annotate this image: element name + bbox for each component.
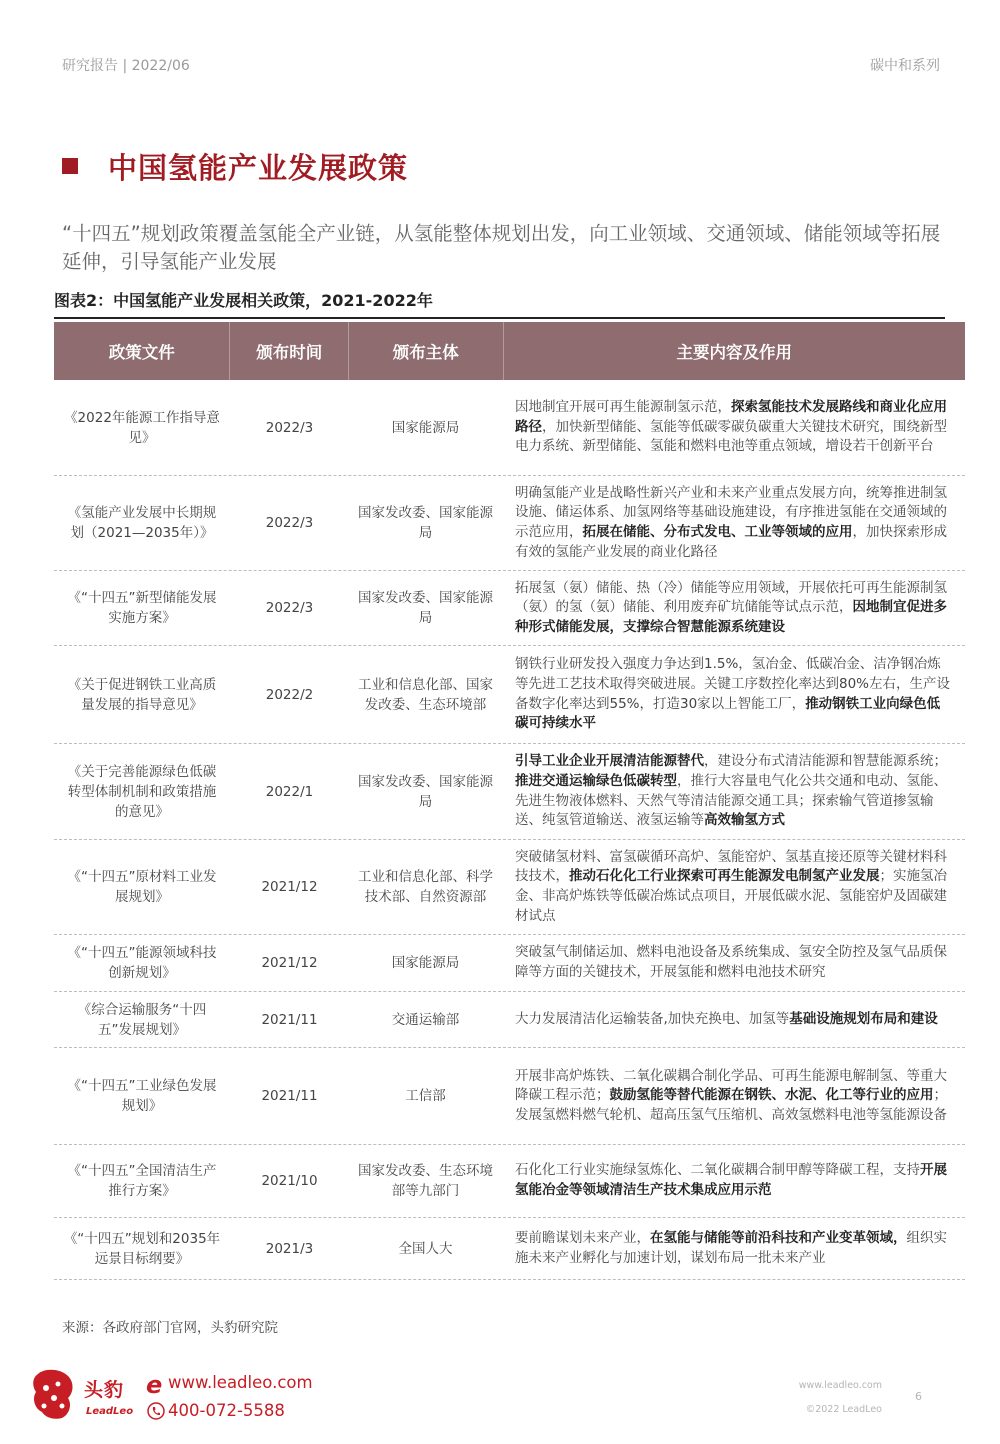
content-segment: 要前瞻谋划未来产业， <box>515 1229 650 1246</box>
phone-icon <box>147 1402 165 1420</box>
issue-date-cell: 2021/3 <box>230 1218 348 1279</box>
header-issue-date: 颁布时间 <box>229 322 348 380</box>
table-row <box>54 646 965 744</box>
issuer-cell: 交通运输部 <box>348 992 502 1047</box>
policy-doc-cell: 《氢能产业发展中长期规划（2021—2035年）》 <box>67 505 217 541</box>
main-content-text <box>515 943 953 982</box>
issuer-cell: 工业和信息化部、科学技术部、自然资源部 <box>348 840 502 934</box>
issue-date-cell: 2022/3 <box>230 571 348 645</box>
content-segment: ，建设分布式清洁能源和智慧能源系统； <box>704 753 947 770</box>
content-segment: 石化化工行业实施绿氢炼化、二氧化碳耦合制甲醇等降碳工程，支持 <box>515 1162 920 1179</box>
content-segment: ；发展氢燃料燃气轮机、超高压氢气压缩机、高效氢燃料电池等氢能源设备 <box>515 1087 947 1123</box>
content-segment: 组织实施未来产业孵化与加速计划，谋划布局一批未来产业 <box>515 1229 947 1266</box>
policy-doc-cell: 《“十四五”原材料工业发展规划》 <box>67 869 217 905</box>
content-highlight: 推动石化化工行业探索可再生能源发电制氢产业发展 <box>569 868 880 885</box>
content-segment: 明确氢能产业是战略性新兴产业和未来产业重点发展方向，统筹推进制氢设施、储运体系、加氢网络等基础设施建设，有序推进氢能在交通领域的示范应用， <box>515 484 947 540</box>
content-segment: 开展非高炉炼铁、二氧化碳耦合制化学品、可再生能源电解制氢、等重大降碳工程示范； <box>515 1067 947 1104</box>
content-highlight: 推进交通运输绿色低碳转型 <box>515 772 677 789</box>
policy-doc-cell: 《“十四五”规划和2035年远景目标纲要》 <box>63 1230 221 1267</box>
section-subtitle: “十四五”规划政策覆盖氢能全产业链，从氢能整体规划出发，向工业领域、交通领域、储能领域等拓展延伸，引导氢能产业发展 <box>62 222 941 273</box>
main-content-text <box>515 1010 938 1030</box>
issue-date-cell: 2021/12 <box>230 840 348 934</box>
issuer-cell: 国家发改委、国家能源局 <box>348 571 502 645</box>
policy-doc-cell: 《关于完善能源绿色低碳转型体制机制和政策措施的意见》 <box>67 763 217 820</box>
table-row <box>54 571 965 646</box>
header-issuer: 颁布主体 <box>348 322 503 380</box>
main-content-text <box>515 655 953 733</box>
content-highlight: 开展氢能冶金等领域清洁生产技术集成应用示范 <box>515 1162 947 1198</box>
issuer-cell: 全国人大 <box>348 1218 502 1279</box>
figure-title: 图表2：中国氢能产业发展相关政策，2021-2022年 <box>54 291 433 310</box>
source-note: 来源：各政府部门官网，头豹研究院 <box>62 1320 278 1336</box>
content-segment: 大力发展清洁化运输装备,加快充换电、加氢等 <box>515 1010 790 1027</box>
policy-doc-cell: 《“十四五”能源领域科技创新规划》 <box>67 945 217 981</box>
main-content-text <box>515 1067 953 1126</box>
content-segment: 突破储氢材料、富氢碳循环高炉、氢能窑炉、氢基直接还原等关键材料科技技术， <box>515 848 947 885</box>
content-segment: ，推行大容量电气化公共交通和电动、氢能、先进生物液体燃料、天然气等清洁能源交通工具；探索输气管道掺氢输送、纯氢管道输送、液氢运输等 <box>515 772 947 829</box>
content-highlight: 基础设施规划布局和建设 <box>789 1010 938 1027</box>
main-content-cell <box>502 744 965 839</box>
issue-date-cell: 2022/2 <box>230 646 348 743</box>
content-segment: ；实施氢冶金、非高炉炼铁等低碳冶炼试点项目，开展低碳水泥、氢能窑炉及固碳建材试点 <box>515 868 947 924</box>
table-row <box>54 380 965 476</box>
content-highlight: 推动钢铁工业向绿色低碳可持续水平 <box>515 695 941 732</box>
issue-date-cell: 2021/12 <box>230 935 348 991</box>
policy-doc-cell: 《“十四五”新型储能发展实施方案》 <box>67 590 217 626</box>
issue-date-cell: 2022/1 <box>230 744 348 839</box>
issuer-cell: 工业和信息化部、国家发改委、生态环境部 <box>348 646 502 743</box>
main-content-text <box>515 579 953 638</box>
content-highlight: 在氢能与储能等前沿科技和产业变革领域， <box>650 1229 907 1246</box>
table-header <box>54 322 965 380</box>
content-highlight: 高效输氢方式 <box>704 812 785 829</box>
issuer-cell: 工信部 <box>348 1048 502 1144</box>
title-square-marker <box>62 158 78 174</box>
footer-website: www.leadleo.com <box>798 1380 882 1391</box>
main-content-cell <box>502 1048 965 1144</box>
content-highlight: 因地制宜促进多种形式储能发展，支撑综合智慧能源系统建设 <box>515 599 947 635</box>
section-title: 中国氢能产业发展政策 <box>108 150 409 185</box>
main-content-cell <box>502 476 965 570</box>
main-content-cell <box>502 1145 965 1217</box>
main-content-text <box>515 484 953 562</box>
content-highlight: 鼓励氢能等替代能源在钢铁、水泥、化工等行业的应用 <box>609 1087 934 1104</box>
policy-doc-cell: 《关于促进钢铁工业高质量发展的指导意见》 <box>67 676 217 713</box>
policy-doc-cell: 《综合运输服务“十四五”发展规划》 <box>77 1001 207 1038</box>
table-row <box>54 1218 965 1280</box>
content-segment: ，加快探索形成有效的氢能产业发展的商业化路径 <box>515 524 947 560</box>
issue-date-cell: 2021/11 <box>230 1048 348 1144</box>
issue-date-cell: 2022/3 <box>230 476 348 570</box>
content-segment: ，加快新型储能、氢能等低碳零碳负碳重大关键技术研究，围绕新型电力系统、新型储能、氢能和燃料电池等重点领域，增设若干创新平台 <box>515 418 947 455</box>
report-header-label: 研究报告 | 2022/06 <box>62 58 190 74</box>
policy-doc-cell: 《“十四五”工业绿色发展规划》 <box>67 1078 217 1114</box>
content-segment: 突破氢气制储运加、燃料电池设备及系统集成、氢安全防控及氢气品质保障等方面的关键技术，开展氢能和燃料电池技术研究 <box>515 944 947 980</box>
content-segment: 因地制宜开展可再生能源制氢示范， <box>515 399 731 416</box>
policy-doc-cell: 《2022年能源工作指导意见》 <box>64 409 220 446</box>
table-row <box>54 476 965 571</box>
table-row <box>54 744 965 840</box>
issuer-cell: 国家能源局 <box>348 935 502 991</box>
table-row <box>54 935 965 992</box>
main-content-cell <box>502 571 965 645</box>
main-content-cell <box>502 840 965 934</box>
table-row <box>54 840 965 935</box>
figure-title-rule <box>54 317 945 319</box>
page-number: 6 <box>915 1390 922 1403</box>
issuer-cell: 国家发改委、生态环境部等九部门 <box>348 1145 502 1217</box>
issue-date-cell: 2022/3 <box>230 380 348 475</box>
series-label: 碳中和系列 <box>870 58 940 74</box>
leopard-logo-icon <box>30 1368 75 1420</box>
policy-doc-cell: 《“十四五”全国清洁生产推行方案》 <box>67 1163 217 1199</box>
phone-number: 400-072-5588 <box>168 1401 285 1420</box>
header-policy-doc: 政策文件 <box>108 343 175 362</box>
issue-date-cell: 2021/10 <box>230 1145 348 1217</box>
table-row <box>54 992 965 1048</box>
section-title-row <box>62 146 408 186</box>
table-row <box>54 1145 965 1218</box>
brand-name-cn: 头豹 <box>84 1379 125 1401</box>
web-e-icon: e <box>146 1371 163 1399</box>
main-content-cell <box>502 646 965 743</box>
main-content-text <box>515 398 953 457</box>
issuer-cell: 国家发改委、国家能源局 <box>348 476 502 570</box>
main-content-text <box>515 1229 953 1268</box>
brand-name-en: LeadLeo <box>86 1406 134 1417</box>
table-body <box>54 380 965 1280</box>
content-highlight: 引导工业企业开展清洁能源替代 <box>515 753 704 770</box>
table-row <box>54 1048 965 1145</box>
content-highlight: 拓展在储能、分布式发电、工业等领域的应用 <box>582 524 853 540</box>
main-content-text <box>515 1161 953 1200</box>
content-segment: 钢铁行业研发投入强度力争达到1.5%，氢冶金、低碳冶金、洁净钢冶炼等先进工艺技术取得突破进展。关键工序数控化率达到80%左右，生产设备数字化率达到55%，打造30家以上智能工厂， <box>515 656 951 712</box>
content-segment: 拓展氢（氨）储能、热（冷）储能等应用领域，开展依托可再生能源制氢（氨）的氢（氨）储能、利用废弃矿坑储能等试点示范， <box>515 579 947 616</box>
header-main-content: 主要内容及作用 <box>503 322 965 380</box>
main-content-cell <box>502 1218 965 1279</box>
main-content-text <box>515 848 953 926</box>
main-content-cell <box>502 380 965 475</box>
footer-copyright: ©2022 LeadLeo <box>805 1404 882 1415</box>
issue-date-cell: 2021/11 <box>230 992 348 1047</box>
main-content-cell <box>502 935 965 991</box>
issuer-cell: 国家能源局 <box>348 380 502 475</box>
policy-table <box>54 322 965 1280</box>
website-link[interactable]: www.leadleo.com <box>168 1373 313 1392</box>
main-content-cell <box>502 992 965 1047</box>
issuer-cell: 国家发改委、国家能源局 <box>348 744 502 839</box>
main-content-text <box>515 752 953 830</box>
content-highlight: 探索氢能技术发展路线和商业化应用路径 <box>515 399 947 435</box>
